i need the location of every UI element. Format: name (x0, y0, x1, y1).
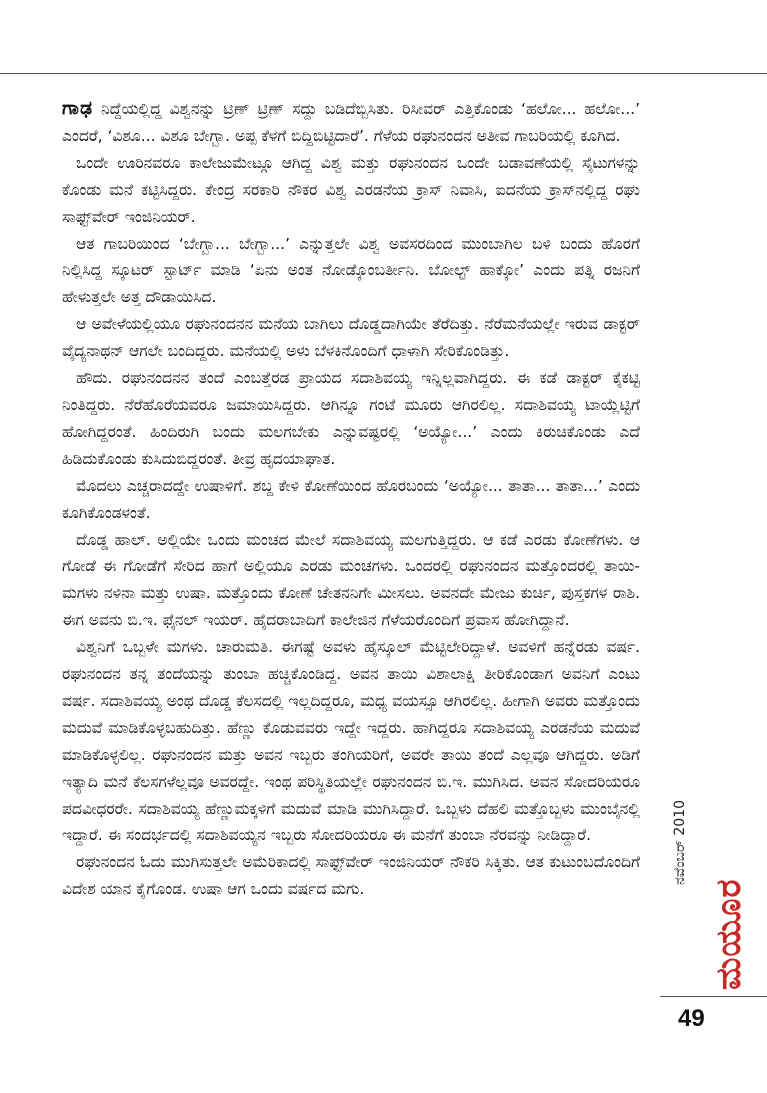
lead-word: ಗಾಢ (62, 97, 94, 119)
paragraph-text: ನಿದ್ದೆಯಲ್ಲಿದ್ದ ವಿಶ್ವನನ್ನು ಟ್ರಿಣ್ ಟ್ರಿಣ್ ಸದ್ದು ಬಡಿದೆಬ್ಬಿಸಿತು. ರಿಸೀವರ್ ಎತ್ತಿಕೊಂಡು ‘ಹಲೋ... ಹಲೋ...’ ಎಂದರೆ, ‘ವಿಶೂ... ವಿಶೂ ಬೇಗ್ಬಾ. ಅಪ್ಪ ಕೆಳಗೆ ಬಿದ್ದಿಬಿಟ್ಟಿದಾರೆ’. ಗೆಳೆಯ ರಘುನಂದನ ಅತೀವ ಗಾಬರಿಯಲ್ಲಿ ಕೂಗಿದ. (62, 100, 640, 145)
article-paragraph: ಮೊದಲು ಎಚ್ಚರಾದದ್ದೇ ಉಷಾಳಿಗೆ. ಶಬ್ದ ಕೇಳಿ ಕೋಣೆಯಿಂದ ಹೊರಬಂದು ‘ಅಯ್ಯೋ... ತಾತಾ... ತಾತಾ...’ ಎಂದು ಕೂಗಿಕೊಂಡಳಂತೆ. (62, 476, 640, 522)
article-paragraph: ಆತ ಗಾಬರಿಯಿಂದ ‘ಬೇಗ್ಬಾ... ಬೇಗ್ಬಾ...’ ಎನ್ನುತ್ತಲೇ ವಿಶ್ವ ಅವಸರದಿಂದ ಮುಂಬಾಗಿಲ ಬಳಿ ಬಂದು ಹೊರಗೆ ನಿಲ್ಲಿಸಿದ್ದ ಸ್ಕೂಟರ್ ಸ್ಟಾರ್ಟ್ ಮಾಡಿ ‘ಏನು ಅಂತ ನೋಡ್ಕೊಂಬರ್ತೀನಿ. ಬೋಲ್ಟ್ ಹಾಕ್ಕೋ’ ಎಂದು ಪತ್ನಿ ರಜನಿಗೆ ಹೇಳುತ್ತಲೇ ಅತ್ತ ದೌಡಾಯಿಸಿದ. (62, 234, 640, 307)
top-rule (0, 73, 767, 74)
article-body (62, 95, 640, 903)
footer-rule (660, 996, 767, 997)
magazine-masthead: ಮಯೂರ (709, 878, 749, 990)
page-number: 49 (678, 1005, 705, 1032)
article-paragraph: ರಘುನಂದನ ಓದು ಮುಗಿಸುತ್ತಲೇ ಅಮೆರಿಕಾದಲ್ಲಿ ಸಾಫ್ಟ್‌ವೇರ್ ಇಂಜಿನಿಯರ್ ನೌಕರಿ ಸಿಕ್ಕಿತು. ಆತ ಕುಟುಂಬದೊಂದಿಗೆ ವಿದೇಶ ಯಾನ ಕೈಗೊಂಡ. ಉಷಾ ಆಗ ಒಂದು ವರ್ಷದ ಮಗು. (62, 853, 640, 899)
article-paragraph (62, 95, 640, 150)
issue-date: ನವೆಂಬರ್ 2010 (672, 799, 688, 885)
article-paragraph: ಹೌದು. ರಘುನಂದನನ ತಂದೆ ಎಂಬತ್ತೆರಡ ಪ್ರಾಯದ ಸದಾಶಿವಯ್ಯ ಇನ್ನಿಲ್ಲವಾಗಿದ್ದರು. ಈ ಕಡೆ ಡಾಕ್ಟರ್ ಕೈಕಟ್ಟಿ ನಿಂತಿದ್ದರು. ನೆರೆಹೊರೆಯವರೂ ಜಮಾಯಿಸಿದ್ದರು. ಆಗಿನ್ನೂ ಗಂಟೆ ಮೂರು ಆಗಿರಲಿಲ್ಲ. ಸದಾಶಿವಯ್ಯ ಟಾಯ್ಲೆಟ್ಟಿಗೆ ಹೋಗಿದ್ದರಂತೆ. ಹಿಂದಿರುಗಿ ಬಂದು ಮಲಗಬೇಕು ಎನ್ನುವಷ್ಟರಲ್ಲಿ ‘ಅಯ್ಯೋ...’ ಎಂದು ಕಿರುಚಿಕೊಂಡು ಎದೆ ಹಿಡಿದುಕೊಂಡು ಕುಸಿದುಬಿದ್ದರಂತೆ. ತೀವ್ರ ಹೃದಯಾಘಾತ. (62, 369, 640, 468)
article-paragraph: ವಿಶ್ವನಿಗೆ ಒಬ್ಬಳೇ ಮಗಳು. ಚಾರುಮತಿ. ಈಗಷ್ಟೆ ಅವಳು ಹೈಸ್ಕೂಲ್ ಮೆಟ್ಟಿಲೇರಿದ್ದಾಳೆ. ಅವಳಿಗೆ ಹನ್ನೆರಡು ವರ್ಷ. ರಘುನಂದನ ತನ್ನ ತಂದೆಯನ್ನು ತುಂಬಾ ಹಚ್ಚಿಕೊಂಡಿದ್ದ. ಅವನ ತಾಯಿ ವಿಶಾಲಾಕ್ಷಿ ತೀರಿಕೊಂಡಾಗ ಅವನಿಗೆ ಎಂಟು ವರ್ಷ. ಸದಾಶಿವಯ್ಯ ಅಂಥ ದೊಡ್ಡ ಕೆಲಸದಲ್ಲಿ ಇಲ್ಲದಿದ್ದರೂ, ಮಧ್ಯ ವಯಸ್ಸೂ ಆಗಿರಲಿಲ್ಲ. ಹೀಗಾಗಿ ಅವರು ಮತ್ತೊಂದು ಮದುವೆ ಮಾಡಿಕೊಳ್ಳಬಹುದಿತ್ತು. ಹೆಣ್ಣು ಕೊಡುವವರು ಇದ್ದೇ ಇದ್ದರು. ಹಾಗಿದ್ದರೂ ಸದಾಶಿವಯ್ಯ ಎರಡನೆಯ ಮದುವೆ ಮಾಡಿಕೊಳ್ಳಲಿಲ್ಲ. ರಘುನಂದನ ಮತ್ತು ಅವನ ಇಬ್ಬರು ತಂಗಿಯರಿಗೆ, ಅವರೇ ತಾಯಿ ತಂದೆ ಎಲ್ಲವೂ ಆಗಿದ್ದರು. ಅಡಿಗೆ ಇತ್ಯಾದಿ ಮನೆ ಕೆಲಸಗಳೆಲ್ಲವೂ ಅವರದ್ದೇ. ಇಂಥ ಪರಿಸ್ಥಿತಿಯಲ್ಲೇ ರಘುನಂದನ ಬಿ.ಇ. ಮುಗಿಸಿದ. ಅವನ ಸೋದರಿಯರೂ ಪದವೀಧರರೇ. ಸದಾಶಿವಯ್ಯ ಹೆಣ್ಣುಮಕ್ಕಳಿಗೆ ಮದುವೆ ಮಾಡಿ ಮುಗಿಸಿದ್ದಾರೆ. ಒಬ್ಬಳು ದೆಹಲಿ ಮತ್ತೊಬ್ಬಳು ಮುಂಬೈನಲ್ಲಿ ಇದ್ದಾರೆ. ಈ ಸಂದರ್ಭದಲ್ಲಿ ಸದಾಶಿವಯ್ಯನ ಇಬ್ಬರು ಸೋದರಿಯರೂ ಈ ಮನೆಗೆ ತುಂಬಾ ನೆರವನ್ನು ನೀಡಿದ್ದಾರೆ. (62, 638, 640, 845)
article-paragraph: ಆ ಅವೇಳೆಯಲ್ಲಿಯೂ ರಘುನಂದನನ ಮನೆಯ ಬಾಗಿಲು ದೊಡ್ಡದಾಗಿಯೇ ತೆರೆದಿತ್ತು. ನೆರೆಮನೆಯಲ್ಲೇ ಇರುವ ಡಾಕ್ಟರ್ ವೈದ್ಯನಾಥನ್ ಆಗಲೇ ಬಂದಿದ್ದರು. ಮನೆಯಲ್ಲಿ ಅಳು ಬೆಳಕಿನೊಂದಿಗೆ ಧಾಳಾಗಿ ಸೇರಿಕೊಂಡಿತ್ತು. (62, 315, 640, 361)
article-paragraph: ದೊಡ್ಡ ಹಾಲ್. ಅಲ್ಲಿಯೇ ಒಂದು ಮಂಚದ ಮೇಲೆ ಸದಾಶಿವಯ್ಯ ಮಲಗುತ್ತಿದ್ದರು. ಆ ಕಡೆ ಎರಡು ಕೋಣೆಗಳು. ಆ ಗೋಡೆ ಈ ಗೋಡೆಗೆ ಸೇರಿದ ಹಾಗೆ ಅಲ್ಲಿಯೂ ಎರಡು ಮಂಚಗಳು. ಒಂದರಲ್ಲಿ ರಘುನಂದನ ಮತ್ತೊಂದರಲ್ಲಿ ತಾಯಿ-ಮಗಳು ನಳಿನಾ ಮತ್ತು ಉಷಾ. ಮತ್ತೊಂದು ಕೋಣೆ ಚೇತನನಿಗೇ ಮೀಸಲು. ಅವನದೇ ಮೇಜು ಕುರ್ಚಿ, ಪುಸ್ತಕಗಳ ರಾಶಿ. ಈಗ ಅವನು ಬಿ.ಇ. ಫೈನಲ್ ಇಯರ್. ಹೈದರಾಬಾದಿಗೆ ಕಾಲೇಜಿನ ಗೆಳೆಯರೊಂದಿಗೆ ಪ್ರವಾಸ ಹೋಗಿದ್ದಾನೆ. (62, 530, 640, 630)
article-paragraph: ಒಂದೇ ಊರಿನವರೂ ಕಾಲೇಜುಮೇಟ್ಗೂ ಆಗಿದ್ದ ವಿಶ್ವ ಮತ್ತು ರಘುನಂದನ ಒಂದೇ ಬಡಾವಣೆಯಲ್ಲಿ ಸೈಟುಗಳನ್ನು ಕೊಂಡು ಮನೆ ಕಟ್ಟಿಸಿದ್ದರು. ಕೇಂದ್ರ ಸರಕಾರಿ ನೌಕರ ವಿಶ್ವ ಎರಡನೆಯ ಕ್ರಾಸ್ ನಿವಾಸಿ, ಐದನೆಯ ಕ್ರಾಸ್‌ನಲ್ಲಿದ್ದ ರಘು ಸಾಫ್ಟ್‌ವೇರ್ ಇಂಜಿನಿಯರ್. (62, 153, 640, 226)
